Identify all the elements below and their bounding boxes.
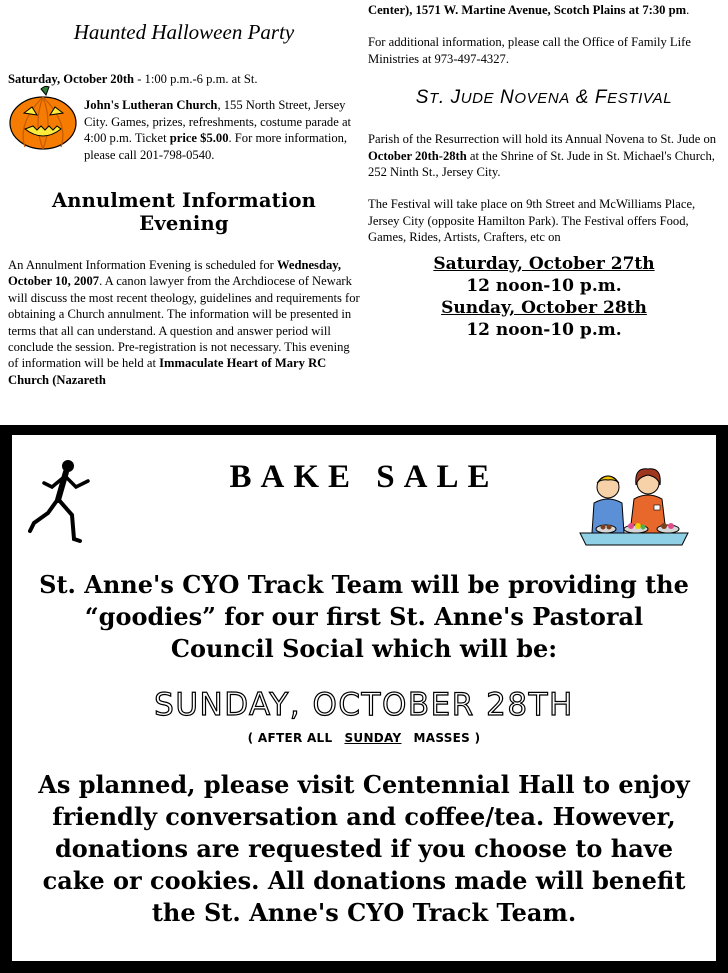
novena-title-part: T (429, 90, 439, 108)
bake-sale-closing: As planned, please visit Centennial Hall to enjoy friendly conversation and coffee/tea. However, donations are requested if you choose to have cake or cookies. All donations made will benefit the St. Anne's CYO Track Team. (38, 770, 690, 927)
novena-title-part: OVENA (514, 90, 570, 108)
left-column (8, 10, 360, 388)
annulment-article (8, 257, 360, 388)
novena-title (368, 87, 720, 109)
bake-sale-box (0, 425, 728, 973)
annulment-place-end: Center), 1571 W. Martine Avenue, Scotch Plains at 7:30 pm (368, 3, 687, 17)
novena-title-part: S (415, 87, 430, 109)
novena-title-part: & F (569, 87, 608, 109)
novena-title-part: ESTIVAL (607, 90, 673, 108)
halloween-title: Haunted Halloween Party (73, 20, 295, 44)
festival-day-2: Sunday, October 28th (441, 297, 647, 318)
halloween-body (84, 97, 359, 163)
annulment-title: Annulment Information Evening (51, 189, 317, 236)
annulment-date: Wednesday, October 10, 2007 (8, 258, 342, 289)
annulment-text-1: An Annulment Information Evening is scheduled for (8, 258, 277, 273)
festival-day-1: Saturday, October 27th (433, 253, 655, 274)
halloween-church: John's Lutheran Church (84, 98, 218, 113)
novena-title-part: N (494, 87, 515, 109)
halloween-text-3: . For more information, please call 201-798-0540. (84, 131, 348, 162)
novena-text-1: Parish of the Resurrection will hold its Annual Novena to St. Jude on (368, 132, 717, 147)
novena-title-part: UDE (460, 90, 495, 108)
annulment-text-2: . A canon lawyer from the Archdiocese of Newark will discuss the most recent theology, guidelines and requirements for obtaining a Church annulment. The information will be presented in terms that all can understand. A question and answer period will conclude the session. Pre-registration is not necessary. This evening of information will be held at (8, 274, 360, 371)
social-date: SUNDAY, OCTOBER 28TH (154, 687, 574, 723)
annulment-period: . (686, 3, 690, 17)
social-note-part: ( AFTER ALL (247, 731, 333, 745)
festival-time-1: 12 noon-10 p.m. (466, 275, 622, 296)
annulment-place: Immaculate Heart of Mary RC Church (Nazareth (8, 356, 327, 387)
bake-sale-intro: St. Anne's CYO Track Team will be providing the “goodies” for our first St. Anne's Pastoral Council Social which will be: (39, 570, 689, 663)
festival-time-2: 12 noon-10 p.m. (466, 319, 622, 340)
halloween-article (8, 71, 360, 163)
halloween-text-1: - 1:00 p.m.-6 p.m. at St. (134, 72, 258, 86)
bake-sale-panel (12, 435, 716, 961)
halloween-price: price $5.00 (169, 131, 229, 146)
pumpkin-icon (8, 83, 78, 153)
social-note-sunday: SUNDAY (344, 731, 402, 745)
halloween-date: Saturday, October 20th (8, 72, 135, 86)
annulment-continued (368, 2, 720, 18)
novena-text-2: at the Shrine of St. Jude in St. Michael's Church, 252 Ninth St., Jersey City. (368, 148, 715, 180)
social-date-note (12, 731, 716, 745)
kids-bake-table-icon (576, 467, 694, 551)
novena-article (368, 131, 720, 180)
family-life-info: For additional information, please call the Office of Family Life Ministries at 973-497-4327. (368, 35, 691, 66)
festival-dates (368, 253, 720, 341)
halloween-text-2: , 155 North Street, Jersey City. Games, prizes, refreshments, costume parade at 4:00 p.m. Ticket (84, 98, 352, 146)
social-note-part: MASSES ) (413, 731, 481, 745)
bake-sale-title: BAKE SALE (229, 459, 499, 495)
novena-title-part: . J (438, 87, 461, 109)
right-column (368, 0, 720, 341)
festival-info: The Festival will take place on 9th Street and McWilliams Place, Jersey City (opposite Hamilton Park). The Festival offers Food, Games, Rides, Artists, Crafters, etc on (368, 197, 696, 245)
novena-dates: October 20th-28th (368, 148, 467, 163)
